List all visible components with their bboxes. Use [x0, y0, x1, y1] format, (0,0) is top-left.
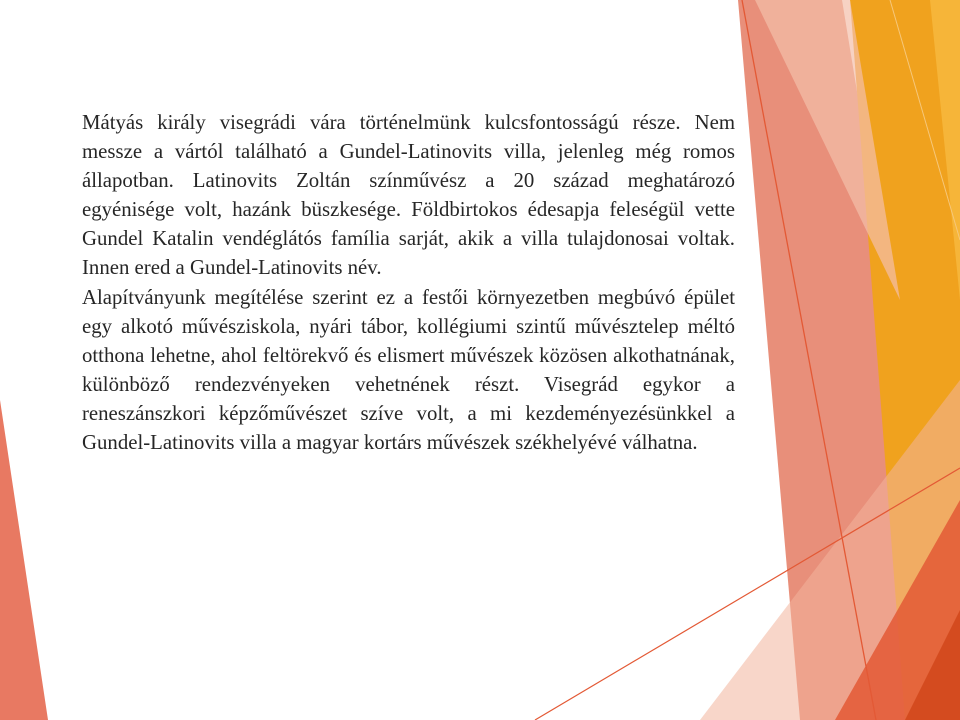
paragraph-2: Alapítványunk megítélése szerint ez a festői környezetben megbúvó épület egy alkotó művésziskola, nyári tábor, kollégiumi szintű művésztelep méltó otthona lehetne, ahol feltörekvő és elismert művészek közösen alkothatnának, különböző rendezvényeken vehetnének részt. Visegrád egykor a reneszánszkori képzőművészet szíve volt, a mi kezdeményezésünkkel a Gundel-Latinovits villa a magyar kortárs művészek székhelyévé válhatna. [82, 285, 735, 455]
left-triangle-shape [0, 400, 48, 720]
body-text [82, 108, 735, 457]
paragraph-1: Mátyás király visegrádi vára történelmünk kulcsfontosságú része. Nem messze a vártól található a Gundel-Latinovits villa, jelenleg még romos állapotban. Latinovits Zoltán színművész a 20 század meghatározó egyénisége volt, hazánk büszkesége. Földbirtokos édesapja feleségül vette Gundel Katalin vendéglátós família sarját, akik a villa tulajdonosai voltak. Innen ered a Gundel-Latinovits név. [82, 111, 735, 280]
